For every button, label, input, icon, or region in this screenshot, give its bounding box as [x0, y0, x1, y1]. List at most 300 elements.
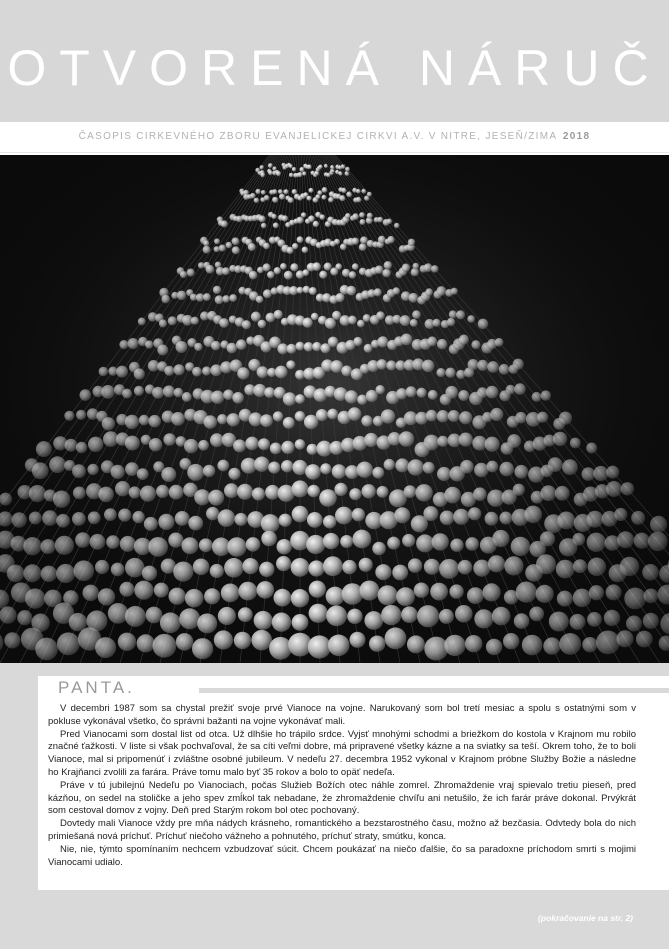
glass-bead	[273, 222, 279, 228]
glass-bead	[404, 485, 417, 498]
glass-bead	[335, 263, 342, 270]
glass-bead	[450, 539, 463, 552]
glass-bead	[465, 537, 479, 551]
glass-bead	[206, 265, 215, 274]
glass-bead	[0, 606, 17, 623]
glass-bead	[41, 539, 56, 554]
glass-bead	[423, 506, 438, 521]
glass-bead	[624, 588, 646, 610]
glass-bead	[211, 391, 224, 404]
glass-bead	[237, 484, 253, 500]
glass-bead	[492, 530, 509, 547]
glass-bead	[537, 412, 548, 423]
glass-bead	[319, 489, 337, 507]
glass-bead	[319, 271, 327, 279]
glass-bead	[223, 390, 234, 401]
glass-bead	[64, 411, 74, 421]
glass-bead	[458, 390, 469, 401]
glass-bead	[536, 585, 554, 603]
glass-bead	[486, 386, 499, 399]
glass-bead	[129, 486, 141, 498]
glass-bead	[549, 612, 569, 632]
glass-bead	[226, 242, 233, 249]
glass-bead	[650, 516, 667, 533]
glass-bead	[164, 366, 174, 376]
glass-bead	[211, 341, 221, 351]
glass-bead	[142, 566, 157, 581]
glass-bead	[386, 360, 396, 370]
glass-bead	[384, 261, 392, 269]
glass-bead	[308, 215, 315, 222]
glass-bead	[101, 385, 115, 399]
glass-bead	[232, 246, 240, 254]
glass-bead	[254, 198, 259, 203]
glass-bead	[192, 638, 213, 659]
glass-bead	[415, 484, 432, 501]
glass-bead	[274, 310, 283, 319]
glass-bead	[291, 589, 309, 607]
glass-bead	[359, 558, 373, 572]
glass-bead	[87, 464, 98, 475]
glass-bead	[111, 563, 125, 577]
glass-bead	[76, 410, 86, 420]
glass-bead	[228, 468, 240, 480]
glass-bead	[115, 481, 130, 496]
glass-bead	[182, 537, 199, 554]
glass-bead	[307, 512, 323, 528]
glass-bead	[176, 341, 188, 353]
glass-bead	[382, 269, 391, 278]
glass-bead	[400, 315, 411, 326]
glass-bead	[582, 637, 597, 652]
heading-rule	[199, 688, 669, 693]
glass-bead	[134, 581, 153, 600]
glass-bead	[514, 383, 526, 395]
glass-bead	[606, 466, 619, 479]
glass-bead	[459, 433, 473, 447]
glass-bead	[295, 411, 306, 422]
glass-bead	[120, 536, 136, 552]
glass-bead	[214, 630, 233, 649]
glass-bead	[174, 364, 185, 375]
paragraph: Nie, nie, týmto spomínaním nechcem vzbudzovať súcit. Chcem poukázať na niečo ďalšie, čo sa paradoxne príchodom smrti s mojimi Vianocami udialo.	[48, 843, 636, 868]
glass-bead	[242, 320, 251, 329]
glass-bead	[465, 635, 482, 652]
glass-bead	[187, 464, 204, 481]
glass-bead	[173, 562, 193, 582]
glass-bead	[356, 197, 362, 203]
glass-bead	[305, 464, 321, 480]
glass-bead	[367, 192, 372, 197]
glass-bead	[406, 386, 417, 397]
glass-bead	[326, 587, 345, 606]
glass-bead	[323, 533, 339, 549]
article	[38, 676, 669, 890]
glass-bead	[589, 585, 604, 600]
glass-bead	[222, 295, 230, 303]
glass-bead	[137, 634, 155, 652]
glass-bead	[308, 560, 324, 576]
glass-bead	[263, 243, 270, 250]
glass-bead	[227, 537, 246, 556]
glass-bead	[215, 295, 224, 304]
glass-bead	[348, 407, 362, 421]
glass-bead	[17, 610, 32, 625]
glass-bead	[149, 438, 162, 451]
glass-bead	[279, 514, 292, 527]
glass-bead	[644, 589, 659, 604]
glass-bead	[76, 442, 87, 453]
glass-bead	[408, 459, 424, 475]
glass-bead	[309, 287, 317, 295]
glass-bead	[125, 558, 145, 578]
glass-bead	[69, 613, 87, 631]
glass-bead	[634, 533, 650, 549]
glass-bead	[471, 340, 480, 349]
glass-bead	[185, 589, 204, 608]
glass-bead	[169, 485, 184, 500]
glass-bead	[56, 514, 70, 528]
glass-bead	[194, 489, 210, 505]
glass-bead	[41, 566, 57, 582]
glass-bead	[459, 411, 472, 424]
glass-bead	[377, 359, 388, 370]
glass-bead	[163, 433, 176, 446]
glass-bead	[514, 465, 528, 479]
glass-bead	[193, 559, 210, 576]
glass-bead	[176, 633, 194, 651]
glass-bead	[402, 534, 415, 547]
glass-bead	[154, 583, 169, 598]
glass-bead	[387, 537, 400, 550]
glass-bead	[363, 314, 371, 322]
glass-bead	[620, 557, 640, 577]
glass-bead	[233, 439, 246, 452]
glass-bead	[83, 585, 99, 601]
glass-bead	[261, 514, 280, 533]
glass-bead	[614, 508, 627, 521]
glass-bead	[29, 512, 42, 525]
glass-bead	[506, 385, 516, 395]
glass-bead	[328, 197, 334, 203]
glass-bead	[417, 605, 439, 627]
glass-bead	[292, 243, 298, 249]
glass-bead	[474, 609, 493, 628]
glass-bead	[295, 394, 305, 404]
glass-bead	[296, 342, 305, 351]
glass-bead	[460, 460, 474, 474]
glass-bead	[593, 466, 608, 481]
glass-bead	[72, 512, 86, 526]
glass-bead	[376, 385, 385, 394]
glass-bead	[338, 171, 343, 176]
glass-bead	[453, 509, 469, 525]
glass-bead	[192, 367, 202, 377]
glass-bead	[276, 556, 291, 571]
glass-bead	[268, 462, 280, 474]
glass-bead	[364, 611, 383, 630]
glass-bead	[374, 288, 382, 296]
glass-bead	[352, 238, 359, 245]
glass-bead	[516, 582, 537, 603]
glass-bead	[171, 412, 185, 426]
glass-bead	[588, 558, 607, 577]
glass-bead	[495, 338, 504, 347]
glass-bead	[467, 587, 484, 604]
glass-bead	[180, 271, 187, 278]
glass-bead	[296, 217, 303, 224]
glass-bead	[256, 296, 264, 304]
glass-bead	[57, 632, 80, 655]
glass-bead	[187, 269, 195, 277]
glass-bead	[175, 511, 190, 526]
glass-bead	[473, 560, 490, 577]
glass-bead	[239, 582, 258, 601]
glass-bead	[248, 243, 256, 251]
glass-bead	[307, 444, 318, 455]
glass-bead	[236, 339, 247, 350]
glass-bead	[621, 482, 634, 495]
glass-bead	[511, 537, 530, 556]
glass-bead	[430, 583, 448, 601]
glass-bead	[412, 310, 421, 319]
glass-bead	[573, 589, 592, 608]
glass-bead	[532, 392, 542, 402]
glass-bead	[168, 533, 183, 548]
glass-bead	[324, 164, 328, 168]
glass-bead	[447, 318, 455, 326]
glass-bead	[224, 483, 239, 498]
paragraph: V decembri 1987 som sa chystal prežiť svoje prvé Vianoce na vojne. Narukovaný som bol tretí mesiac a spolu s ostatnými som v pokluse vykonával všetko, čo správni bažanti na vojne vykonávať mali.	[48, 703, 636, 727]
glass-bead	[323, 515, 336, 528]
glass-bead	[504, 556, 523, 575]
glass-bead	[413, 263, 420, 270]
glass-bead	[332, 311, 341, 320]
glass-bead	[140, 486, 156, 502]
glass-bead	[174, 388, 184, 398]
glass-bead	[246, 537, 261, 552]
glass-bead	[570, 438, 581, 449]
glass-bead	[286, 360, 295, 369]
glass-bead	[349, 488, 361, 500]
glass-bead	[204, 588, 220, 604]
glass-bead	[394, 223, 400, 229]
glass-bead	[573, 559, 587, 573]
glass-bead	[138, 318, 146, 326]
glass-bead	[515, 412, 527, 424]
glass-bead	[268, 170, 273, 175]
glass-bead	[312, 342, 321, 351]
glass-bead	[334, 239, 340, 245]
glass-bead	[88, 511, 101, 524]
glass-bead	[159, 319, 167, 327]
glass-bead	[606, 584, 622, 600]
glass-bead	[381, 605, 401, 625]
glass-bead	[148, 415, 161, 428]
glass-bead	[292, 506, 309, 523]
issue-year: 2018	[562, 131, 591, 142]
glass-bead	[161, 295, 170, 304]
glass-bead	[75, 532, 90, 547]
glass-bead	[306, 535, 325, 554]
glass-bead	[273, 411, 283, 421]
glass-bead	[219, 245, 226, 252]
glass-bead	[522, 635, 543, 656]
glass-bead	[553, 432, 567, 446]
glass-bead	[261, 531, 277, 547]
glass-bead	[562, 459, 578, 475]
glass-bead	[468, 359, 479, 370]
glass-bead	[375, 564, 391, 580]
glass-bead	[263, 263, 271, 271]
glass-bead	[316, 409, 328, 421]
glass-bead	[270, 443, 282, 455]
glass-bead	[377, 336, 388, 347]
glass-bead	[191, 317, 199, 325]
glass-bead	[327, 409, 338, 420]
glass-bead	[264, 387, 275, 398]
glass-bead	[203, 240, 209, 246]
glass-bead	[32, 462, 49, 479]
glass-bead	[302, 171, 306, 175]
glass-bead	[320, 214, 326, 220]
glass-bead	[279, 194, 285, 200]
glass-bead	[36, 441, 52, 457]
glass-bead	[261, 223, 267, 229]
glass-bead	[160, 612, 181, 633]
glass-bead	[12, 512, 27, 527]
glass-bead	[277, 539, 292, 554]
glass-bead	[396, 388, 407, 399]
glass-bead	[448, 410, 460, 422]
glass-bead	[302, 318, 312, 328]
glass-bead	[116, 366, 128, 378]
glass-bead	[424, 559, 440, 575]
glass-bead	[342, 583, 364, 605]
glass-bead	[385, 627, 407, 649]
glass-bead	[359, 243, 367, 251]
glass-bead	[307, 485, 320, 498]
glass-bead	[179, 608, 200, 629]
glass-bead	[490, 408, 503, 421]
glass-bead	[352, 508, 365, 521]
glass-bead	[445, 386, 458, 399]
glass-bead	[88, 437, 103, 452]
glass-bead	[631, 511, 645, 525]
article-body	[48, 703, 636, 869]
article-heading: PANTA.	[58, 678, 135, 697]
glass-bead	[227, 413, 240, 426]
glass-bead	[275, 366, 288, 379]
glass-bead	[636, 631, 653, 648]
glass-bead	[278, 189, 283, 194]
glass-bead	[513, 484, 525, 496]
glass-bead	[437, 410, 449, 422]
glass-bead	[203, 293, 211, 301]
glass-bead	[204, 415, 218, 429]
glass-bead	[218, 509, 236, 527]
glass-bead	[292, 614, 309, 631]
glass-bead	[524, 506, 542, 524]
glass-bead	[328, 635, 350, 657]
cover-photo	[0, 155, 669, 663]
glass-bead	[399, 431, 415, 447]
glass-bead	[156, 485, 169, 498]
glass-bead	[606, 481, 622, 497]
glass-bead	[582, 467, 596, 481]
glass-bead	[487, 461, 499, 473]
glass-bead	[42, 510, 58, 526]
glass-bead	[395, 458, 409, 472]
glass-bead	[439, 609, 454, 624]
glass-bead	[529, 607, 544, 622]
glass-bead	[297, 236, 304, 243]
magazine-title: OTVORENÁ NÁRUČ	[7, 40, 662, 96]
glass-bead	[292, 480, 309, 497]
glass-bead	[456, 370, 465, 379]
glass-bead	[499, 364, 510, 375]
crystal-chandelier-photo	[0, 155, 669, 663]
glass-bead	[492, 607, 511, 626]
glass-bead	[282, 215, 288, 221]
glass-bead	[431, 265, 439, 273]
glass-bead	[23, 564, 41, 582]
glass-bead	[326, 605, 347, 626]
glass-bead	[604, 610, 620, 626]
glass-bead	[309, 604, 328, 623]
glass-bead	[254, 457, 269, 472]
glass-bead	[161, 467, 176, 482]
glass-bead	[555, 486, 570, 501]
glass-bead	[210, 564, 224, 578]
paragraph: Práve v tú jubilejnú Nedeľu po Vianociach, počas Služieb Božích otec náhle zomrel. Zhromaždenie vraj spievalo tretiu pieseň, pred kázňou, on sedel na stoličke a jeho spev zmĺkol tak nebadane, že zhromaždenie chvíľu ani netušilo, že ich farár práve dokonal. Prvýkrát som cestoval domov z vojny. Deň pred Starým rokom bol otec pochovaný.	[48, 779, 636, 817]
glass-bead	[437, 339, 448, 350]
glass-bead	[134, 386, 144, 396]
glass-bead	[214, 238, 220, 244]
glass-bead	[271, 214, 276, 219]
glass-bead	[350, 632, 366, 648]
glass-bead	[243, 558, 259, 574]
glass-bead	[313, 221, 319, 227]
glass-bead	[73, 487, 86, 500]
glass-bead	[556, 560, 575, 579]
glass-bead	[245, 437, 259, 451]
glass-bead	[208, 490, 224, 506]
glass-bead	[251, 312, 261, 322]
glass-bead	[237, 367, 249, 379]
glass-bead	[323, 556, 343, 576]
glass-bead	[436, 368, 445, 377]
glass-bead	[163, 385, 175, 397]
glass-bead	[557, 512, 575, 530]
glass-bead	[119, 582, 134, 597]
glass-bead	[474, 463, 489, 478]
glass-bead	[111, 465, 125, 479]
glass-bead	[360, 219, 366, 225]
glass-bead	[392, 565, 408, 581]
glass-bead	[557, 591, 573, 607]
glass-bead	[238, 607, 253, 622]
glass-bead	[254, 611, 273, 630]
glass-bead	[217, 414, 227, 424]
glass-bead	[274, 267, 281, 274]
glass-bead	[284, 271, 293, 280]
glass-bead	[118, 633, 136, 651]
glass-bead	[377, 486, 389, 498]
glass-bead	[288, 197, 294, 203]
glass-bead	[422, 360, 435, 373]
glass-bead	[364, 433, 378, 447]
